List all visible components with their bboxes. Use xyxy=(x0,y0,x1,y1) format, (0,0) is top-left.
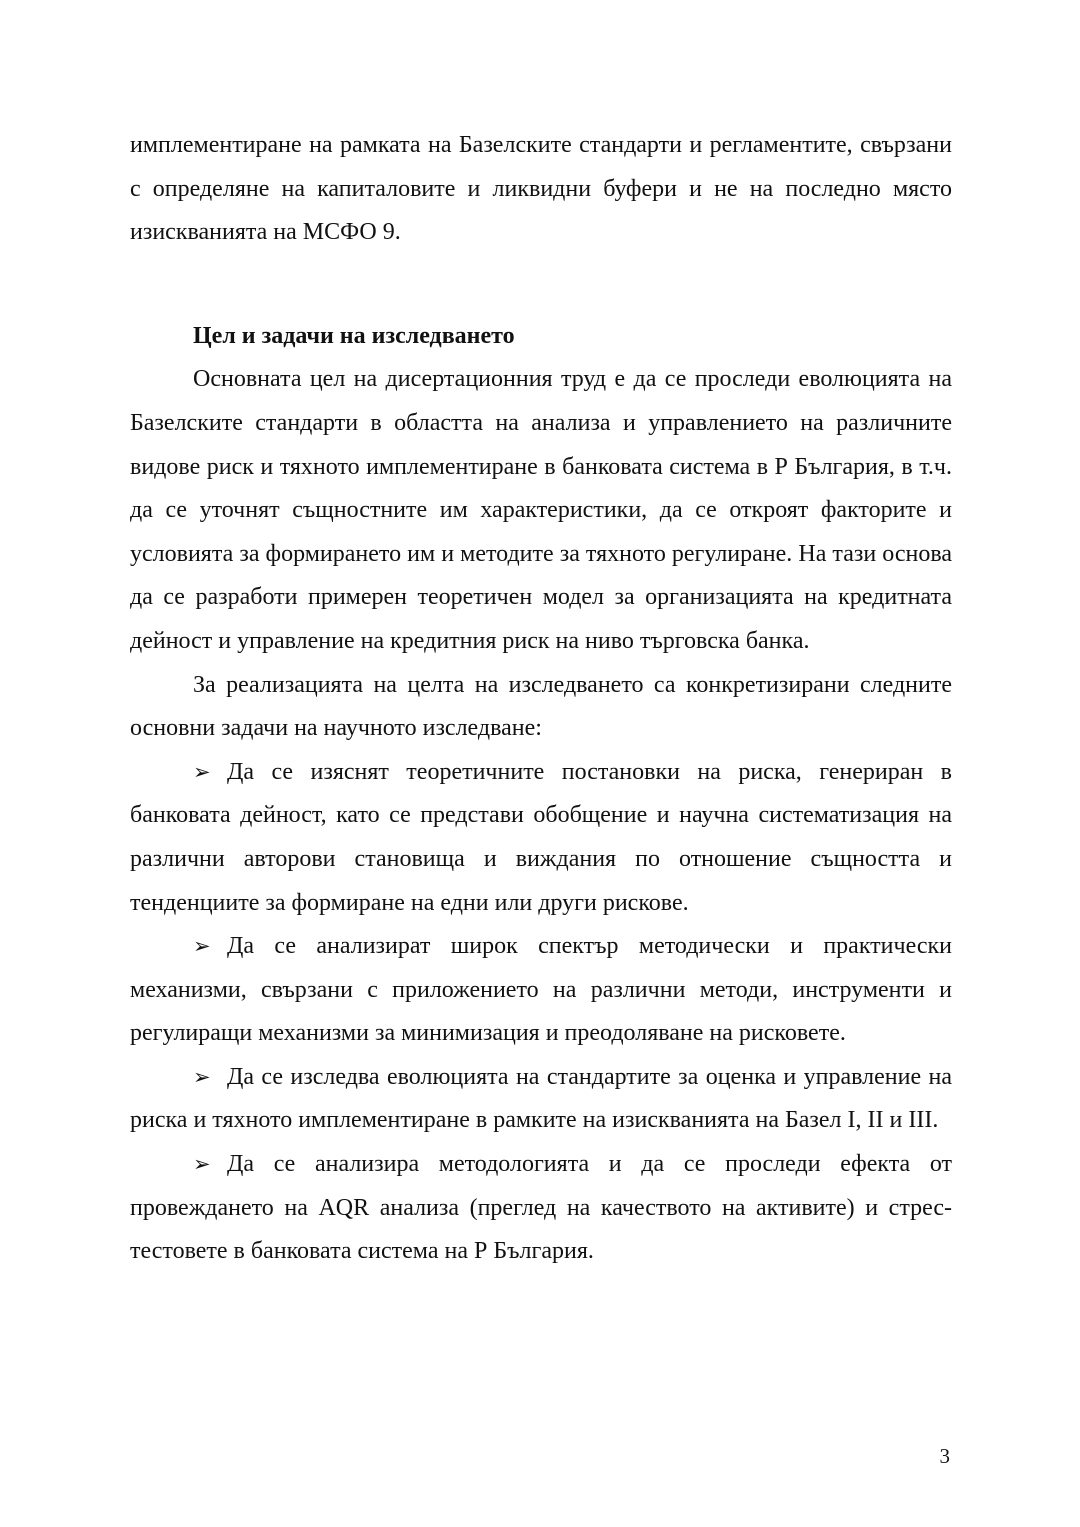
task-bullet-text: Да се анализират широк спектър методически и практически механизми, свързани с приложението на различни методи, инструменти и регулиращи механизми за минимизация и преодоляване на рисковете. xyxy=(130,933,952,1047)
goal-paragraph: Основната цел на дисертационния труд е да се проследи еволюцията на Базелските стандарти в областта на анализа и управлението на различните видове риск и тяхното имплементиране в банковата система в Р България, в т.ч. да се уточнят същностните им характеристики, да се откроят факторите и условията за формирането им и методите за тяхното регулиране. На тази основа да се разработи примерен теоретичен модел за организацията на кредитната дейност и управление на кредитния риск на ниво търговска банка. xyxy=(130,366,952,654)
arrowhead-bullet-icon: ➢ xyxy=(193,759,211,784)
task-bullet-4 xyxy=(130,1143,952,1274)
document-body xyxy=(130,124,952,1274)
task-bullet-text: Да се изяснят теоретичните постановки на риска, генериран в банковата дейност, като се представи обобщение и научна систематизация на различни авторови становища и виждания по отношение същността и тенденциите за формиране на едни или други рискове. xyxy=(130,758,952,916)
arrowhead-bullet-icon: ➢ xyxy=(193,1152,211,1177)
arrowhead-bullet-icon: ➢ xyxy=(193,934,211,959)
tasks-intro-paragraph: За реализацията на целта на изследването са конкретизирани следните основни задачи на научното изследване: xyxy=(130,671,952,742)
task-bullet-text: Да се анализира методологията и да се проследи ефекта от провеждането на AQR анализа (преглед на качеството на активите) и стрес-тестовете в банковата система на Р България. xyxy=(130,1151,952,1265)
arrowhead-bullet-icon: ➢ xyxy=(193,1064,211,1089)
page-number: 3 xyxy=(939,1444,950,1468)
section-heading: Цел и задачи на изследването xyxy=(193,322,515,349)
task-bullet-1 xyxy=(130,751,952,925)
task-bullet-3 xyxy=(130,1056,952,1143)
task-bullet-text: Да се изследва еволюцията на стандартите за оценка и управление на риска и тяхното имплементиране в рамките на изискванията на Базел I, II и III. xyxy=(130,1063,952,1134)
intro-paragraph: имплементиране на рамката на Базелските стандарти и регламентите, свързани с определяне на капиталовите и ликвидни буфери и не на последно място изискванията на МСФО 9. xyxy=(130,132,952,246)
task-bullet-2 xyxy=(130,925,952,1056)
